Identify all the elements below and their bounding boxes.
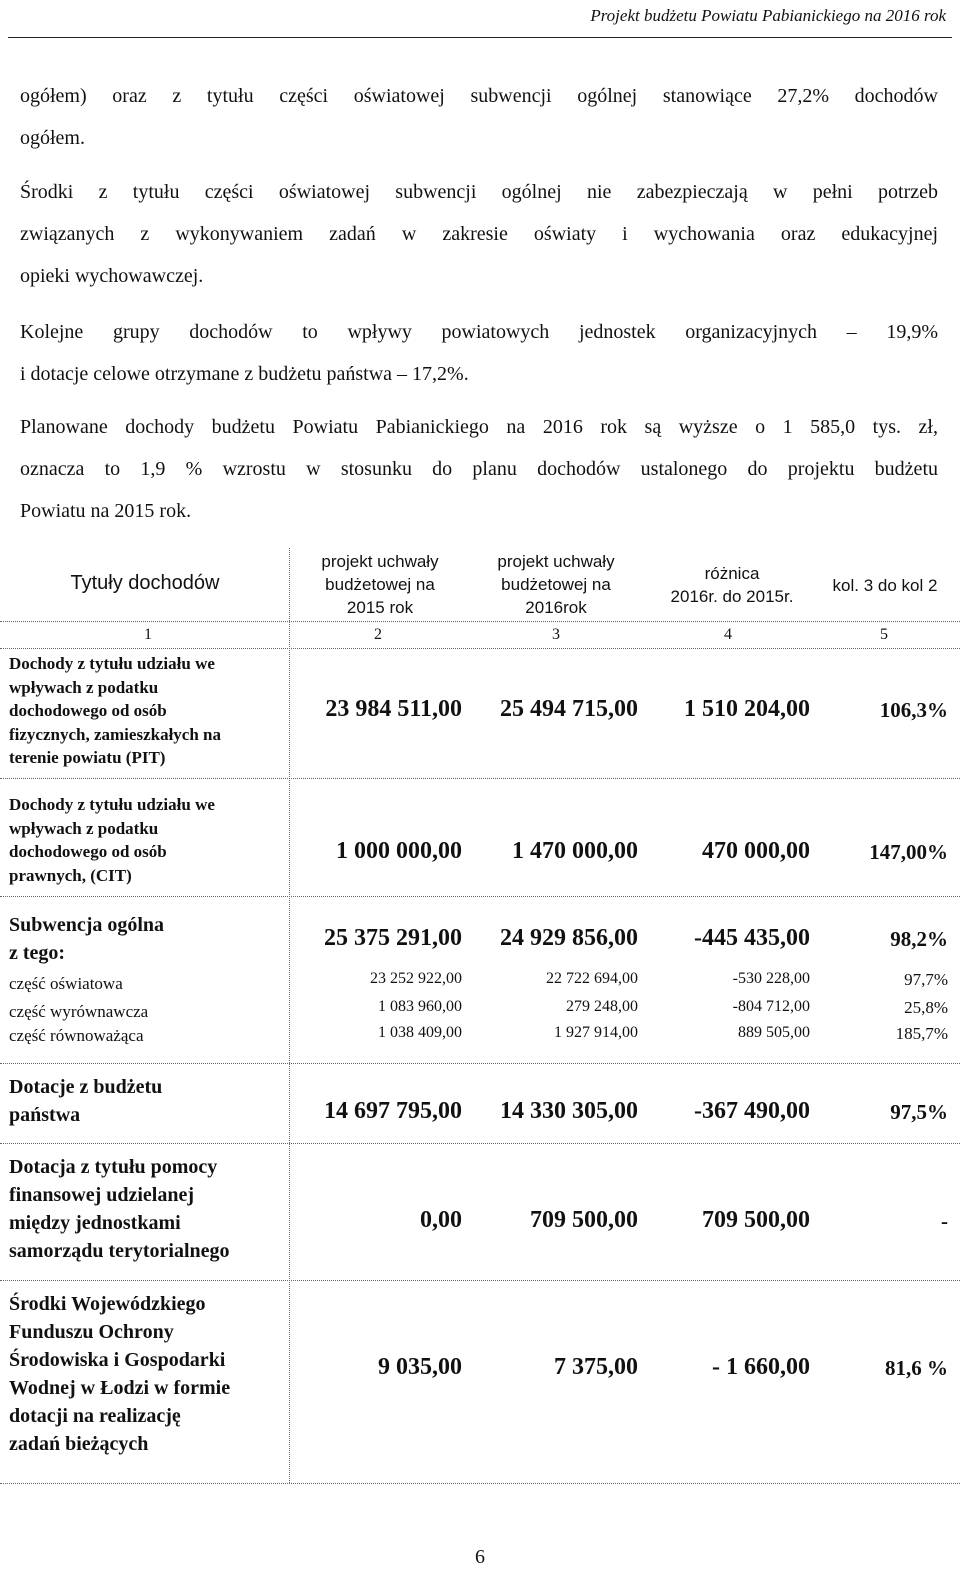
value-difference: -530 228,00 <box>732 970 810 987</box>
value-2016: 709 500,00 <box>530 1207 638 1233</box>
text-line: ogółem. <box>20 127 85 149</box>
header-col-2016: projekt uchwały budżetowej na 2016rok <box>497 552 615 617</box>
subrow-label-rownowazaca: część równoważąca <box>9 1026 144 1045</box>
paragraph-4 <box>20 406 938 532</box>
text-line: ogółem) oraz z tytułu części oświatowej subwencji ogólnej stanowiące 27,2% dochodów <box>20 85 938 107</box>
table-row-divider <box>0 1280 960 1281</box>
value-2015: 1 000 000,00 <box>336 838 462 864</box>
value-2016: 7 375,00 <box>554 1354 638 1380</box>
text-line: opieki wychowawczej. <box>20 265 204 287</box>
value-ratio: 81,6 % <box>885 1356 948 1380</box>
text-line: Powiatu na 2015 rok. <box>20 500 192 522</box>
header-rule <box>8 37 952 38</box>
value-2015: 1 083 960,00 <box>378 998 462 1015</box>
running-header: Projekt budżetu Powiatu Pabianickiego na 2016 rok <box>590 6 946 25</box>
value-ratio: 147,00% <box>869 840 948 864</box>
value-2015: 14 697 795,00 <box>324 1098 462 1124</box>
table-row-divider <box>0 1483 960 1484</box>
value-2015: 9 035,00 <box>378 1354 462 1380</box>
value-2016: 25 494 715,00 <box>500 696 638 722</box>
text-line: Planowane dochody budżetu Powiatu Pabianickiego na 2016 rok są wyższe o 1 585,0 tys. zł, <box>20 416 938 438</box>
value-2016: 22 722 694,00 <box>546 970 638 987</box>
value-difference: 709 500,00 <box>702 1207 810 1233</box>
table-row-divider <box>0 1143 960 1144</box>
value-ratio: 98,2% <box>890 927 948 951</box>
row-label-pomoc-finansowa: Dotacja z tytułu pomocy finansowej udzielanej między jednostkami samorządu terytorialnego <box>9 1156 230 1262</box>
row-label-subwencja: Subwencja ogólna z tego: <box>9 914 165 964</box>
paragraph-2 <box>20 171 938 297</box>
paragraph-3 <box>20 311 938 395</box>
value-difference: 889 505,00 <box>738 1024 810 1041</box>
value-ratio: 97,5% <box>890 1100 948 1124</box>
value-ratio: 25,8% <box>904 998 948 1017</box>
subrow-label-oswiatowa: część oświatowa <box>9 974 123 993</box>
text-line: oznacza to 1,9 % wzrostu w stosunku do planu dochodów ustalonego do projektu budżetu <box>20 458 938 480</box>
value-difference: -445 435,00 <box>694 925 810 951</box>
text-line: i dotacje celowe otrzymane z budżetu państwa – 17,2%. <box>20 363 469 385</box>
value-2016: 279 248,00 <box>566 998 638 1015</box>
column-number: 5 <box>880 626 888 643</box>
value-ratio: - <box>941 1209 948 1233</box>
value-difference: -367 490,00 <box>694 1098 810 1124</box>
header-tytuly-dochodow: Tytuły dochodów <box>70 572 220 594</box>
value-2016: 1 927 914,00 <box>554 1024 638 1041</box>
column-number: 3 <box>552 626 560 643</box>
row-label-wfosigw: Środki Wojewódzkiego Funduszu Ochrony Środowiska i Gospodarki Wodnej w Łodzi w formie dotacji na realizację zadań bieżących <box>9 1293 231 1455</box>
table-row-divider <box>0 648 960 649</box>
column-number: 1 <box>144 626 152 643</box>
table-row-divider <box>0 896 960 897</box>
text-line: Środki z tytułu części oświatowej subwencji ogólnej nie zabezpieczają w pełni potrzeb <box>20 181 938 203</box>
value-ratio: 97,7% <box>904 970 948 989</box>
table-row-divider <box>0 778 960 779</box>
paragraph-1 <box>20 75 938 159</box>
column-number: 4 <box>724 626 732 643</box>
table-row-divider <box>0 621 960 622</box>
header-col-2015: projekt uchwały budżetowej na 2015 rok <box>321 552 439 617</box>
value-2016: 1 470 000,00 <box>512 838 638 864</box>
page-number: 6 <box>475 1546 485 1568</box>
value-2015: 1 038 409,00 <box>378 1024 462 1041</box>
value-difference: - 1 660,00 <box>712 1354 810 1380</box>
text-line: Kolejne grupy dochodów to wpływy powiatowych jednostek organizacyjnych – 19,9% <box>20 321 938 343</box>
value-2015: 0,00 <box>420 1207 462 1233</box>
column-number: 2 <box>374 626 382 643</box>
value-2016: 14 330 305,00 <box>500 1098 638 1124</box>
row-label-cit: Dochody z tytułu udziału we wpływach z podatku dochodowego od osób prawnych, (CIT) <box>9 795 215 885</box>
subrow-label-wyrownawcza: część wyrównawcza <box>9 1002 149 1021</box>
header-col-difference: różnica 2016r. do 2015r. <box>670 564 794 606</box>
value-difference: -804 712,00 <box>732 998 810 1015</box>
value-2016: 24 929 856,00 <box>500 925 638 951</box>
value-2015: 23 252 922,00 <box>370 970 462 987</box>
text-line: związanych z wykonywaniem zadań w zakresie oświaty i wychowania oraz edukacyjnej <box>20 223 938 245</box>
table-row-divider <box>0 1063 960 1064</box>
value-ratio: 106,3% <box>879 698 948 722</box>
value-2015: 23 984 511,00 <box>325 696 462 722</box>
header-col-ratio: kol. 3 do kol 2 <box>832 576 938 595</box>
row-label-pit: Dochody z tytułu udziału we wpływach z podatku dochodowego od osób fizycznych, zamieszkałych na terenie powiatu (PIT) <box>9 654 221 767</box>
value-2015: 25 375 291,00 <box>324 925 462 951</box>
value-difference: 1 510 204,00 <box>684 696 810 722</box>
row-label-dotacje: Dotacje z budżetu państwa <box>9 1076 163 1126</box>
value-difference: 470 000,00 <box>702 838 810 864</box>
value-ratio: 185,7% <box>895 1024 948 1043</box>
